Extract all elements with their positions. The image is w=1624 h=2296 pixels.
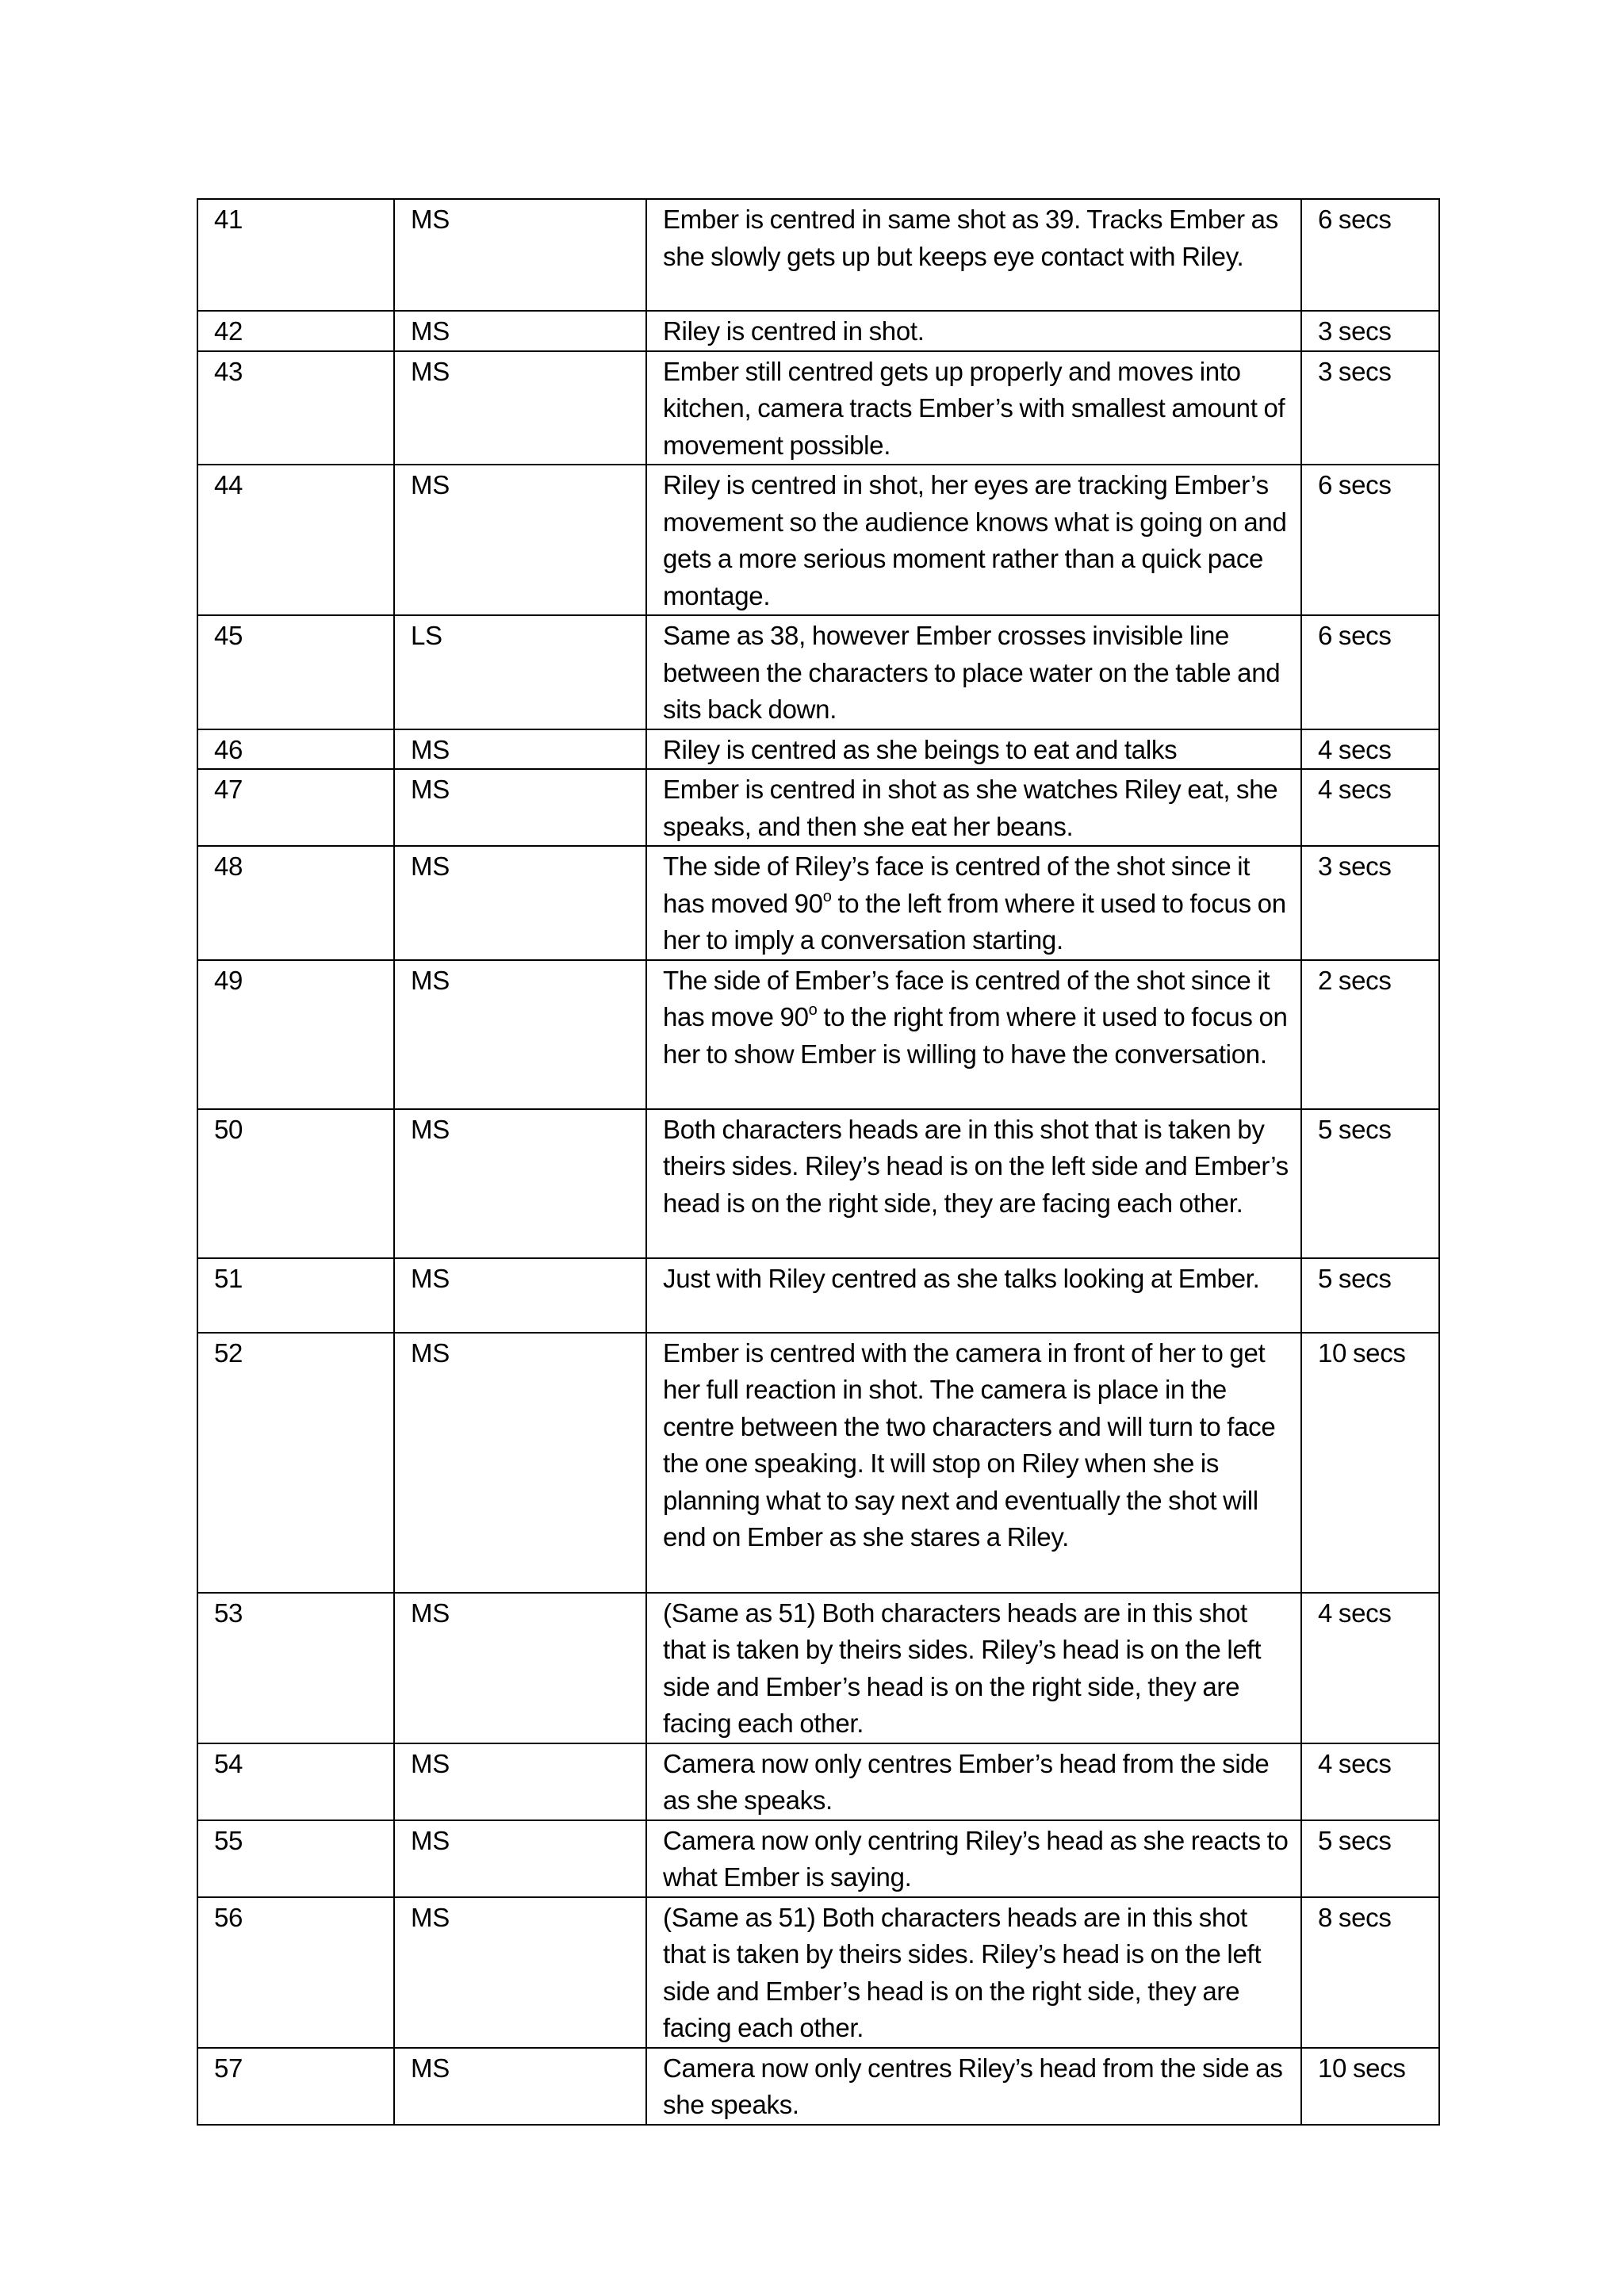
shot-type: MS — [394, 1109, 646, 1258]
shot-duration: 6 secs — [1301, 199, 1439, 311]
shot-duration: 4 secs — [1301, 1743, 1439, 1820]
shot-description: Camera now only centres Riley’s head from the side as she speaks. — [646, 2048, 1301, 2125]
shot-duration: 4 secs — [1301, 1593, 1439, 1743]
shot-description: Camera now only centres Ember’s head from the side as she speaks. — [646, 1743, 1301, 1820]
shot-type: MS — [394, 1897, 646, 2048]
shot-description: Ember is centred in same shot as 39. Tracks Ember as she slowly gets up but keeps eye contact with Riley. — [646, 199, 1301, 311]
shot-type: MS — [394, 465, 646, 615]
table-row — [197, 769, 1439, 846]
description-text: to the left from where it used to focus on her to imply a conversation starting. — [663, 888, 1286, 955]
shot-description — [646, 960, 1301, 1109]
shot-number: 54 — [197, 1743, 394, 1820]
shot-number: 42 — [197, 311, 394, 351]
shot-type: LS — [394, 615, 646, 729]
shot-duration: 5 secs — [1301, 1820, 1439, 1897]
table-row — [197, 960, 1439, 1109]
degree-superscript: o — [822, 887, 832, 905]
shot-number: 45 — [197, 615, 394, 729]
shot-number: 46 — [197, 729, 394, 770]
shot-duration: 6 secs — [1301, 465, 1439, 615]
shot-type: MS — [394, 846, 646, 960]
shot-description: Same as 38, however Ember crosses invisible line between the characters to place water on the table and sits back down. — [646, 615, 1301, 729]
shot-list-table — [197, 198, 1440, 2126]
shot-description: Ember is centred in shot as she watches Riley eat, she speaks, and then she eat her beans. — [646, 769, 1301, 846]
shot-duration: 2 secs — [1301, 960, 1439, 1109]
table-row — [197, 311, 1439, 351]
table-row — [197, 199, 1439, 311]
shot-duration: 10 secs — [1301, 1333, 1439, 1593]
shot-description: Both characters heads are in this shot that is taken by theirs sides. Riley’s head is on the left side and Ember’s head is on the right side, they are facing each other. — [646, 1109, 1301, 1258]
shot-number: 52 — [197, 1333, 394, 1593]
shot-description: (Same as 51) Both characters heads are in this shot that is taken by theirs sides. Riley’s head is on the left side and Ember’s head is on the right side, they are facing each other. — [646, 1897, 1301, 2048]
shot-number: 50 — [197, 1109, 394, 1258]
shot-duration: 8 secs — [1301, 1897, 1439, 2048]
shot-duration: 3 secs — [1301, 846, 1439, 960]
description-text: The side of Riley’s face is centred of the shot since it has moved 90 — [663, 851, 1251, 918]
shot-number: 48 — [197, 846, 394, 960]
table-row — [197, 1897, 1439, 2048]
table-row — [197, 846, 1439, 960]
shot-type: MS — [394, 729, 646, 770]
shot-type: MS — [394, 960, 646, 1109]
shot-duration: 5 secs — [1301, 1258, 1439, 1333]
table-row — [197, 351, 1439, 465]
shot-number: 49 — [197, 960, 394, 1109]
shot-type: MS — [394, 351, 646, 465]
degree-superscript: o — [808, 1001, 818, 1019]
shot-number: 53 — [197, 1593, 394, 1743]
shot-type: MS — [394, 199, 646, 311]
table-row — [197, 1743, 1439, 1820]
table-row — [197, 2048, 1439, 2125]
shot-description: Riley is centred in shot, her eyes are tracking Ember’s movement so the audience knows what is going on and gets a more serious moment rather than a quick pace montage. — [646, 465, 1301, 615]
shot-duration: 10 secs — [1301, 2048, 1439, 2125]
shot-duration: 4 secs — [1301, 769, 1439, 846]
shot-description: Camera now only centring Riley’s head as she reacts to what Ember is saying. — [646, 1820, 1301, 1897]
shot-number: 47 — [197, 769, 394, 846]
table-row — [197, 465, 1439, 615]
shot-number: 51 — [197, 1258, 394, 1333]
shot-duration: 5 secs — [1301, 1109, 1439, 1258]
shot-number: 55 — [197, 1820, 394, 1897]
shot-duration: 6 secs — [1301, 615, 1439, 729]
table-row — [197, 615, 1439, 729]
shot-description: (Same as 51) Both characters heads are in this shot that is taken by theirs sides. Riley’s head is on the left side and Ember’s head is on the right side, they are facing each other. — [646, 1593, 1301, 1743]
shot-description: Ember still centred gets up properly and moves into kitchen, camera tracts Ember’s with smallest amount of movement possible. — [646, 351, 1301, 465]
shot-type: MS — [394, 1743, 646, 1820]
shot-type: MS — [394, 2048, 646, 2125]
table-row — [197, 729, 1439, 770]
shot-description: Riley is centred in shot. — [646, 311, 1301, 351]
table-row — [197, 1258, 1439, 1333]
table-row — [197, 1820, 1439, 1897]
shot-number: 41 — [197, 199, 394, 311]
table-row — [197, 1333, 1439, 1593]
shot-description: Just with Riley centred as she talks looking at Ember. — [646, 1258, 1301, 1333]
shot-duration: 3 secs — [1301, 351, 1439, 465]
table-row — [197, 1593, 1439, 1743]
shot-description — [646, 846, 1301, 960]
shot-duration: 4 secs — [1301, 729, 1439, 770]
shot-description: Riley is centred as she beings to eat and talks — [646, 729, 1301, 770]
shot-type: MS — [394, 769, 646, 846]
description-text: The side of Ember’s face is centred of the shot since it has move 90 — [663, 965, 1270, 1031]
shot-number: 56 — [197, 1897, 394, 2048]
shot-number: 44 — [197, 465, 394, 615]
description-text: to the right from where it used to focus on her to show Ember is willing to have the conversation. — [663, 1002, 1288, 1069]
shot-type: MS — [394, 311, 646, 351]
shot-type: MS — [394, 1333, 646, 1593]
shot-list-body — [197, 199, 1439, 2125]
table-row — [197, 1109, 1439, 1258]
shot-duration: 3 secs — [1301, 311, 1439, 351]
shot-number: 57 — [197, 2048, 394, 2125]
shot-number: 43 — [197, 351, 394, 465]
shot-type: MS — [394, 1593, 646, 1743]
shot-type: MS — [394, 1820, 646, 1897]
shot-type: MS — [394, 1258, 646, 1333]
shot-description: Ember is centred with the camera in front of her to get her full reaction in shot. The camera is place in the centre between the two characters and will turn to face the one speaking. It will stop on Riley when she is planning what to say next and eventually the shot will end on Ember as she stares a Riley. — [646, 1333, 1301, 1593]
